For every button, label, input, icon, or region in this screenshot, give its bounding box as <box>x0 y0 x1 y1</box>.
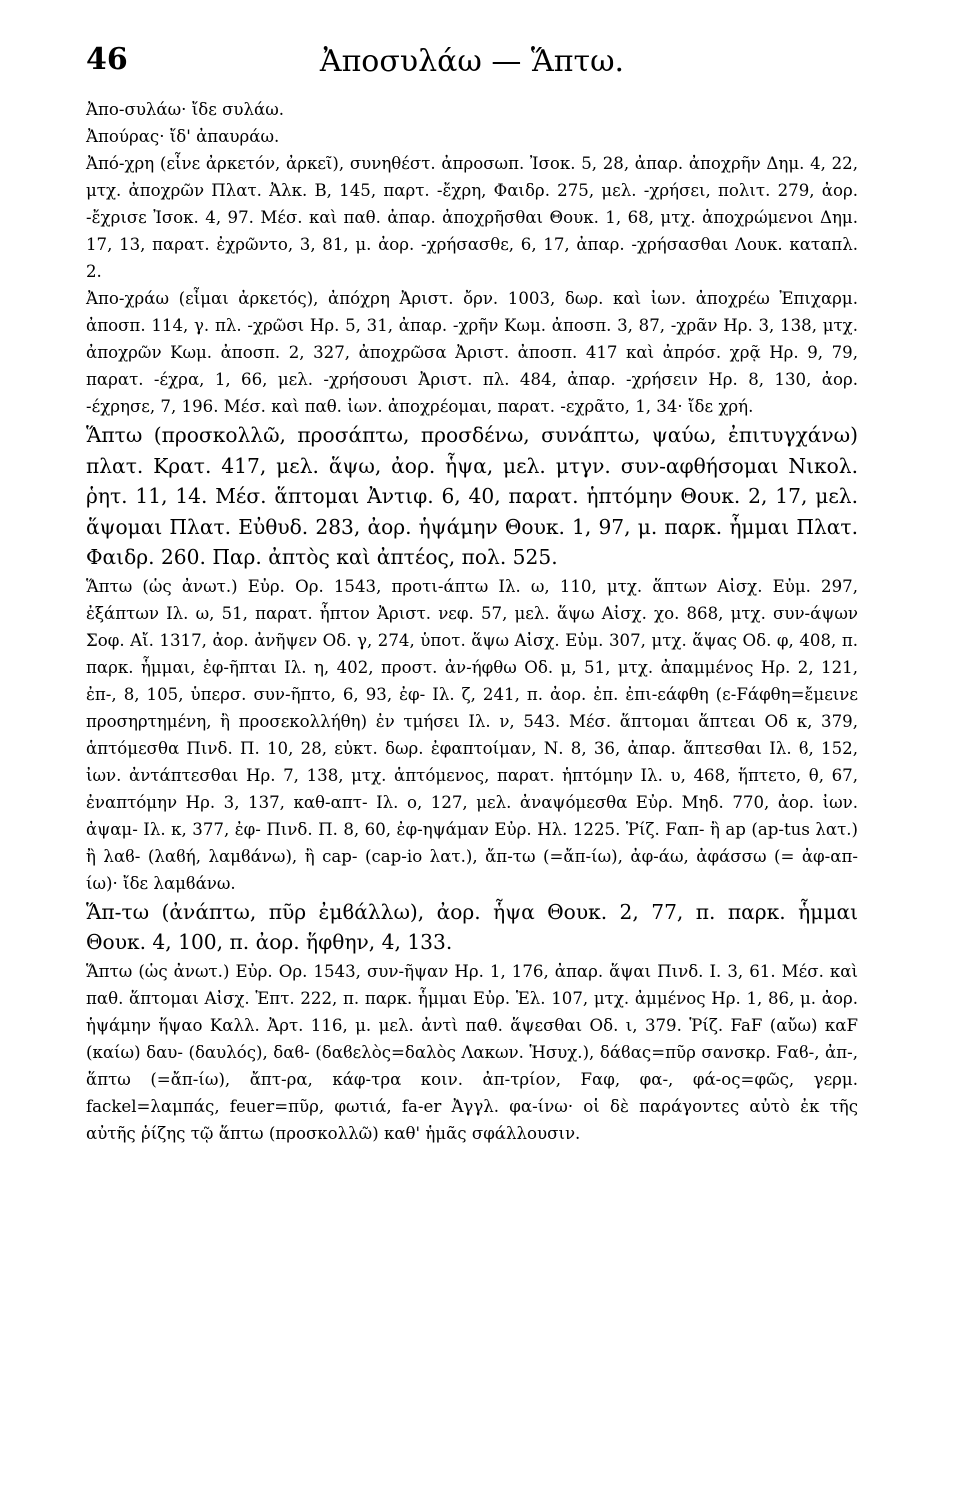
entry-aposylao: Ἀπο-συλάω· ἴδε συλάω. <box>86 100 285 119</box>
entry-hapto-attach: Ἅπτω (προσκολλῶ, προσάπτω, προσδένω, συνάπτω, ψαύω, ἐπιτυγχάνω) πλατ. Κρατ. 417, μελ. ἅψω, ἀορ. ἧψα, μελ. μτγν. συν-αφθήσομαι Νικολ. ῥητ. 11, 14. Μέσ. ἅπτομαι Ἀντιφ. 6, 40, παρατ. ἡπτόμην Θουκ. 2, 17, μελ. ἅψομαι Πλατ. Εὐθυδ. 283, ἀορ. ἡψάμην Θουκ. 1, 97, μ. παρκ. ἧμμαι Πλατ. Φαιδρ. 260. Παρ. ἀπτὸς καὶ ἀπτέος, πολ. 525. <box>86 423 858 569</box>
entry-apochre: Ἀπό-χρη (εἶνε ἀρκετόν, ἀρκεῖ), συνηθέστ. ἀπροσωπ. Ἰσοκ. 5, 28, ἀπαρ. ἀποχρῆν Δημ. 4, 22, μτχ. ἀποχρῶν Πλατ. Ἀλκ. Β, 145, παρτ. -ἔχρη, Φαιδρ. 275, μελ. -χρήσει, πολιτ. 279, ἀορ. -ἔχρισε Ἰσοκ. 4, 97. Μέσ. καὶ παθ. ἀπαρ. ἀποχρῆσθαι Θουκ. 1, 68, μτχ. ἀποχρώμενοι Δημ. 17, 13, παρατ. ἐχρῶντο, 3, 81, μ. ἀορ. -χρήσασθε, 6, 17, ἀπαρ. -χρήσασθαι Λουκ. καταπλ. 2. <box>86 154 858 281</box>
entry-hapto-kindle: Ἅπ-τω (ἀνάπτω, πῦρ ἐμϐάλλω), ἀορ. ἧψα Θουκ. 2, 77, π. παρκ. ἧμμαι Θουκ. 4, 100, π. ἀορ. ἥφθην, 4, 133. <box>86 899 858 954</box>
entry-apochrao: Ἀπο-χράω (εἶμαι ἀρκετός), ἀπόχρη Ἀριστ. ὄρν. 1003, δωρ. καὶ ἰων. ἀποχρέω Ἐπιχαρμ. ἀποσπ. 114, γ. πλ. -χρῶσι Ηρ. 5, 31, ἀπαρ. -χρῆν Κωμ. ἀποσπ. 3, 87, -χρᾶν Ηρ. 3, 138, μτχ. ἀποχρῶν Κωμ. ἀποσπ. 2, 327, ἀποχρῶσα Ἀριστ. ἀποσπ. 417 καὶ ἀπρόσ. χρᾷ Ηρ. 9, 79, παρατ. -έχρα, 1, 66, μελ. -χρήσουσι Ἀριστ. πλ. 484, ἀπαρ. -χρήσειν Ηρ. 8, 130, ἀορ. -έχρησε, 7, 196. Μέσ. καὶ παθ. ἰων. ἀποχρέομαι, παρατ. -εχρᾶτο, 1, 34· ἴδε χρή. <box>86 289 858 416</box>
entry-hapto-kindle-poetic: Ἅπτω (ὡς ἀνωτ.) Εὐρ. Ορ. 1543, συν-ῆψαν Ηρ. 1, 176, ἀπαρ. ἅψαι Πινδ. Ι. 3, 61. Μέσ. καὶ παθ. ἅπτομαι Αἰσχ. Ἑπτ. 222, π. παρκ. ἧμμαι Εὐρ. Ἑλ. 107, μτχ. ἀμμένος Ηρ. 1, 86, μ. ἀορ. ἡψάμην ἥψαο Καλλ. Ἀρτ. 116, μ. μελ. ἀντὶ παθ. ἅψεσθαι Οδ. ι, 379. Ῥίζ. FaF (αὔω) καF (καίω) δαυ- (δαυλός), δαϐ- (δαϐελὸς=δαλὸς Λακων. Ἡσυχ.), δάϐας=πῦρ σανσκρ. Fαϐ-, ἀπ-, ἅπτω (=ἄπ-ίω), ἄπτ-ρα, κάφ-τρα κοιν. ἀπ-τρίον, Fαφ, φα-, φά-ος=φῶς, γερμ. fackel=λαμπάς, feuer=πῦρ, φωτιά, fa-er Ἀγγλ. φα-ίνω· οἱ δὲ παράγοντες αὐτὸ ἐκ τῆς αὐτῆς ῥίζης τῷ ἅπτω (προσκολλῶ) καθ' ἡμᾶς σφάλλουσιν. <box>86 961 858 1143</box>
page-number: 46 <box>86 42 128 77</box>
dictionary-entries <box>86 96 858 1147</box>
entry-apouras: Ἀπούρας· ἴδ' ἀπαυράω. <box>86 127 280 146</box>
entry-hapto-poetic: Ἅπτω (ὡς ἀνωτ.) Εὐρ. Ορ. 1543, προτι-άπτω Ιλ. ω, 110, μτχ. ἅπτων Αἰσχ. Εὐμ. 297, ἐξάπτων Ιλ. ω, 51, παρατ. ἧπτον Ἀριστ. νεφ. 57, μελ. ἅψω Αἰσχ. χο. 868, μτχ. συν-άψων Σοφ. Αἴ. 1317, ἀορ. ἀνῆψεν Οδ. γ, 274, ὑποτ. ἅψω Αἰσχ. Εὐμ. 307, μτχ. ἅψας Οδ. φ, 408, π. παρκ. ἧμμαι, ἐφ-ῆπται Ιλ. η, 402, προστ. ἀν-ήφθω Οδ. μ, 51, μτχ. ἀπαμμένος Ηρ. 2, 121, ἐπ-, 8, 105, ὑπερσ. συν-ῆπτο, 6, 93, ἐφ- Ιλ. ζ, 241, π. ἀορ. ἐπ. ἐπι-εάφθη (ε-Fάφθη=ἔμεινε προσηρτημένη, ἢ προσεκολλήθη) ἐν τμήσει Ιλ. ν, 543. Μέσ. ἅπτομαι ἅπτεαι Οδ κ, 379, ἁπτόμεσθα Πινδ. Π. 10, 28, εὐκτ. δωρ. ἐφαπτοίμαν, Ν. 8, 36, ἀπαρ. ἅπτεσθαι Ιλ. ϐ, 152, ἰων. ἀντάπτεσθαι Ηρ. 7, 138, μτχ. ἁπτόμενος, παρατ. ἡπτόμην Ιλ. υ, 468, ἥπτετο, θ, 67, ἐναπτόμην Ηρ. 3, 137, καθ-απτ- Ιλ. ο, 127, μελ. ἀναψόμεσθα Εὐρ. Μηδ. 770, ἀορ. ἰων. ἀψαμ- Ιλ. κ, 377, ἐφ- Πινδ. Π. 8, 60, ἐφ-ηψάμαν Εὐρ. Ηλ. 1225. Ῥίζ. Fαπ- ἢ ap (ap-tus λατ.) ἢ λαϐ- (λαϐή, λαμϐάνω), ἢ cap- (cap-io λατ.), ἄπ-τω (=ἄπ-ίω), ἀφ-άω, ἀφάσσω (= ἀφ-απ-ίω)· ἴδε λαμϐάνω. <box>86 576 858 893</box>
page-header <box>86 38 858 96</box>
running-title: Ἀποσυλάω — Ἅπτω. <box>319 44 625 79</box>
